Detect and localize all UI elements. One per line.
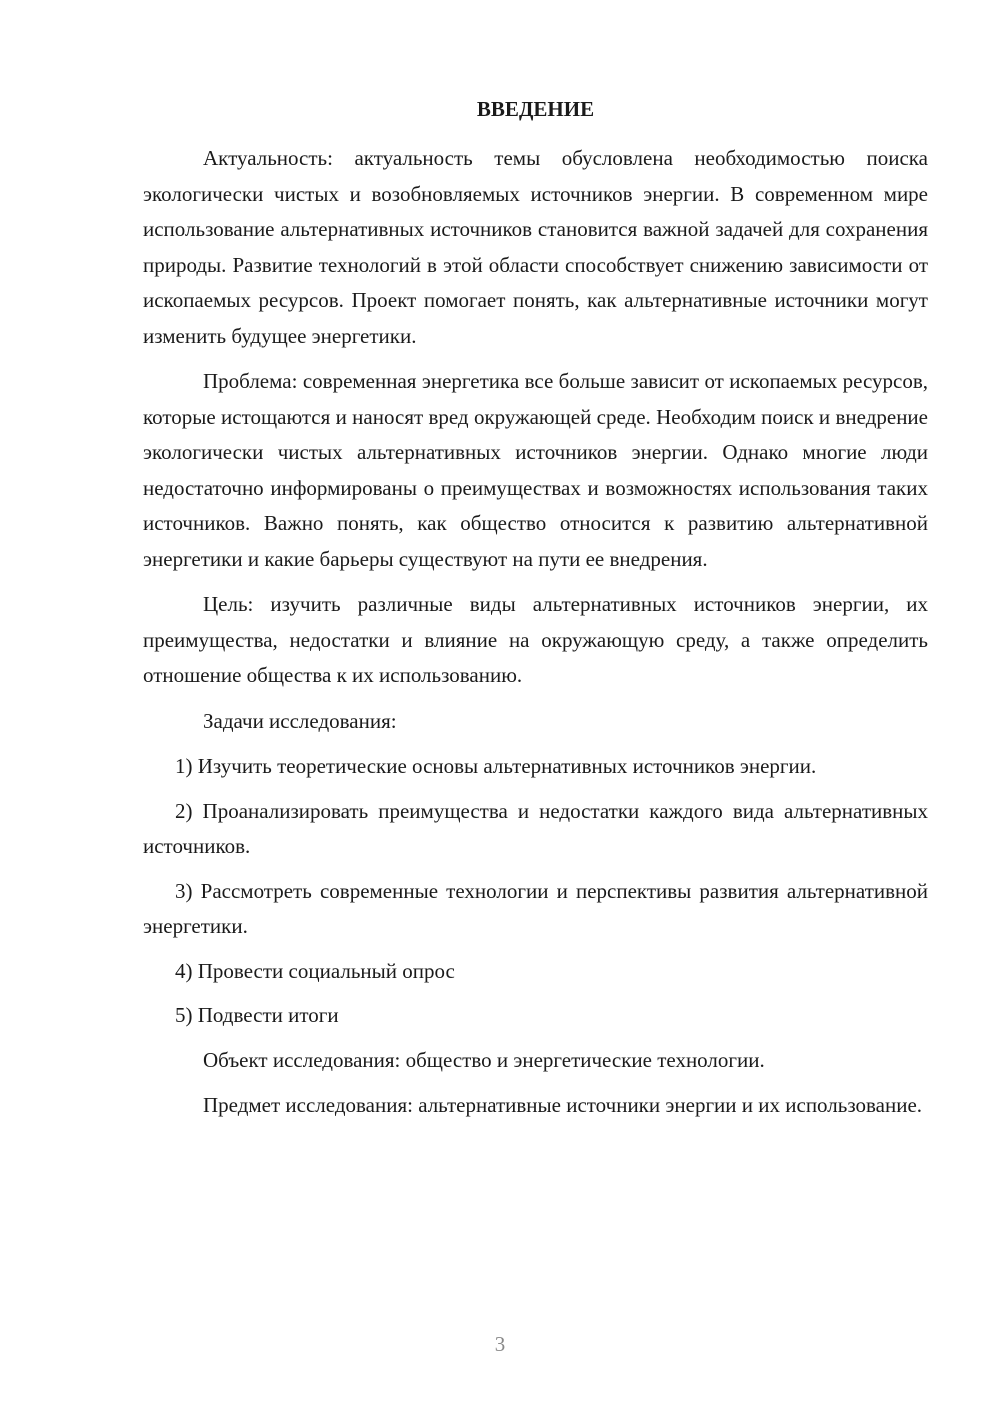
task-item: 2) Проанализировать преимущества и недостатки каждого вида альтернативных источников.: [143, 798, 928, 858]
page-number: 3: [494, 1332, 506, 1356]
paragraph-goal: Цель: изучить различные виды альтернативных источников энергии, их преимущества, недостатки и влияние на окружающую среду, а также определить отношение общества к их использованию.: [143, 592, 928, 687]
paragraph-problem: Проблема: современная энергетика все больше зависит от ископаемых ресурсов, которые истощаются и наносят вред окружающей среде. Необходим поиск и внедрение экологически чистых альтернативных источников энергии. Однако многие люди недостаточно информированы о преимуществах и возможностях использования таких источников. Важно понять, как общество относится к развитию альтернативной энергетики и какие барьеры существуют на пути ее внедрения.: [143, 369, 928, 571]
task-item: 3) Рассмотреть современные технологии и перспективы развития альтернативной энергетики.: [143, 878, 928, 938]
document-page: [143, 92, 928, 1134]
task-item: 5) Подвести итоги: [175, 1003, 339, 1027]
tasks-heading: Задачи исследования:: [203, 708, 397, 733]
task-item: 1) Изучить теоретические основы альтернативных источников энергии.: [175, 754, 817, 778]
paragraph-relevance: Актуальность: актуальность темы обусловлена необходимостью поиска экологически чистых и возобновляемых источников энергии. В современном мире использование альтернативных источников становится важной задачей для сохранения природы. Развитие технологий в этой области способствует снижению зависимости от ископаемых ресурсов. Проект помогает понять, как альтернативные источники могут изменить будущее энергетики.: [143, 146, 928, 348]
paragraph-subject: Предмет исследования: альтернативные источники энергии и их использование.: [203, 1093, 923, 1117]
paragraph-object: Объект исследования: общество и энергетические технологии.: [203, 1047, 765, 1072]
section-title: ВВЕДЕНИЕ: [476, 97, 595, 121]
task-item: 4) Провести социальный опрос: [175, 958, 455, 983]
